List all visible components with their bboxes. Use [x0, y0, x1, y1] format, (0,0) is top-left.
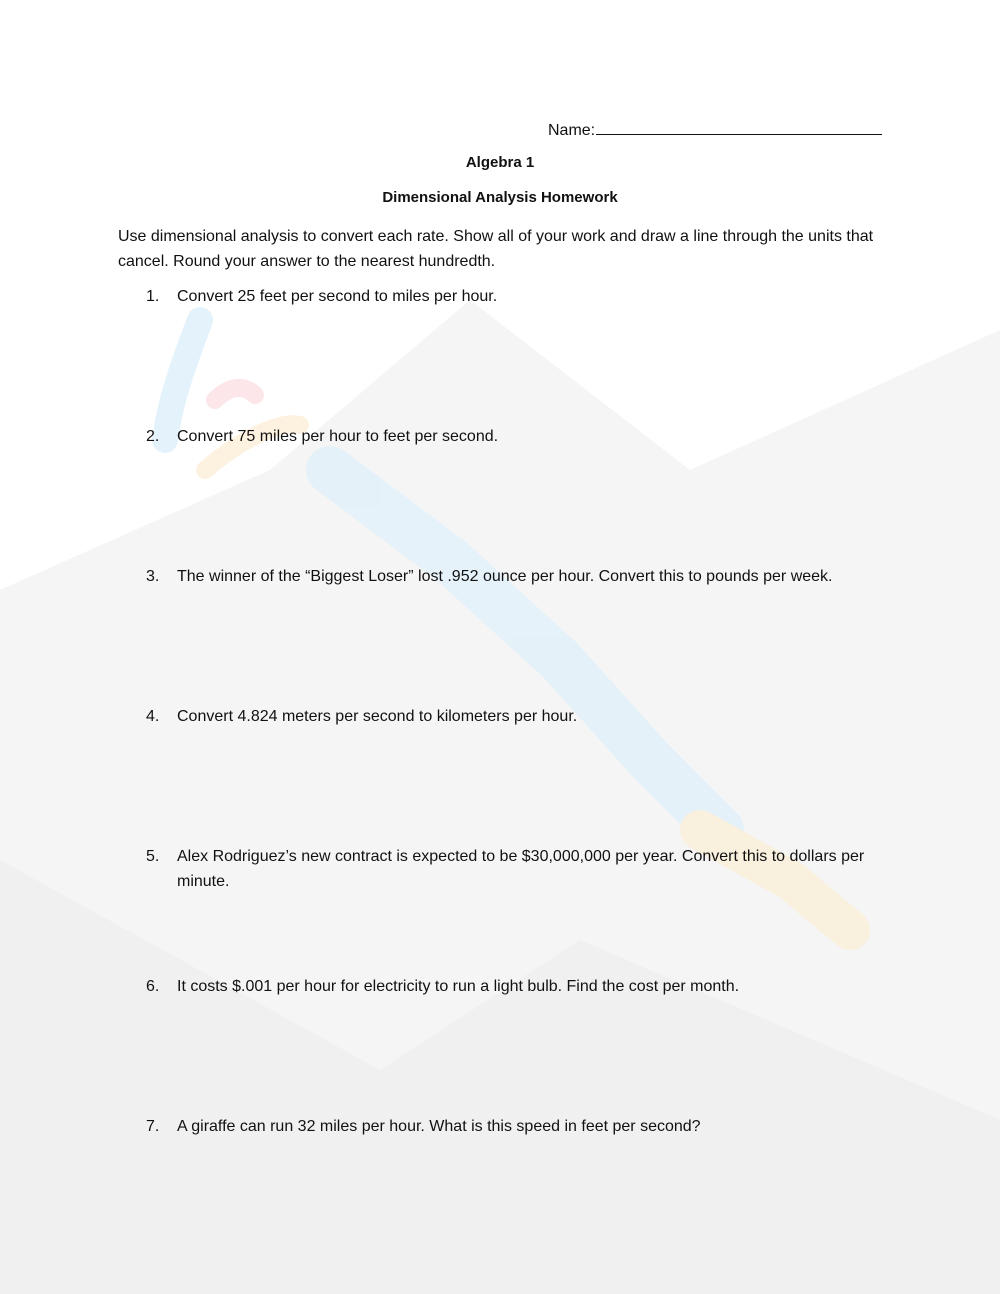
problem-item [146, 1114, 876, 1139]
name-label: Name: [548, 122, 596, 139]
problem-item [146, 424, 876, 449]
name-field [548, 118, 882, 140]
problem-item [146, 704, 876, 729]
problem-text: It costs $.001 per hour for electricity to run a light bulb. Find the cost per month. [177, 978, 740, 995]
problem-text: Convert 75 miles per hour to feet per second. [177, 428, 499, 445]
problem-text: Alex Rodriguez’s new contract is expected to be $30,000,000 per year. Convert this to dollars per minute. [177, 848, 865, 890]
problem-number: 2. [146, 428, 160, 445]
course-title: Algebra 1 [465, 154, 535, 171]
assignment-title: Dimensional Analysis Homework [382, 189, 618, 206]
instructions: Use dimensional analysis to convert each rate. Show all of your work and draw a line through the units that cancel. Round your answer to the nearest hundredth. [118, 228, 874, 270]
problem-number: 6. [146, 978, 160, 995]
problem-number: 7. [146, 1118, 160, 1135]
problem-number: 4. [146, 708, 160, 725]
problem-text: Convert 25 feet per second to miles per hour. [177, 288, 498, 305]
problem-number: 1. [146, 288, 160, 305]
name-blank-line [596, 118, 882, 135]
problem-number: 3. [146, 568, 160, 585]
problem-item [146, 974, 876, 999]
problem-text: Convert 4.824 meters per second to kilometers per hour. [177, 708, 578, 725]
problem-text: The winner of the “Biggest Loser” lost .952 ounce per hour. Convert this to pounds per week. [177, 568, 833, 585]
problem-number: 5. [146, 848, 160, 865]
problem-text: A giraffe can run 32 miles per hour. What is this speed in feet per second? [177, 1118, 701, 1135]
problem-item [146, 844, 876, 894]
problem-item [146, 564, 876, 589]
problem-item [146, 284, 876, 309]
